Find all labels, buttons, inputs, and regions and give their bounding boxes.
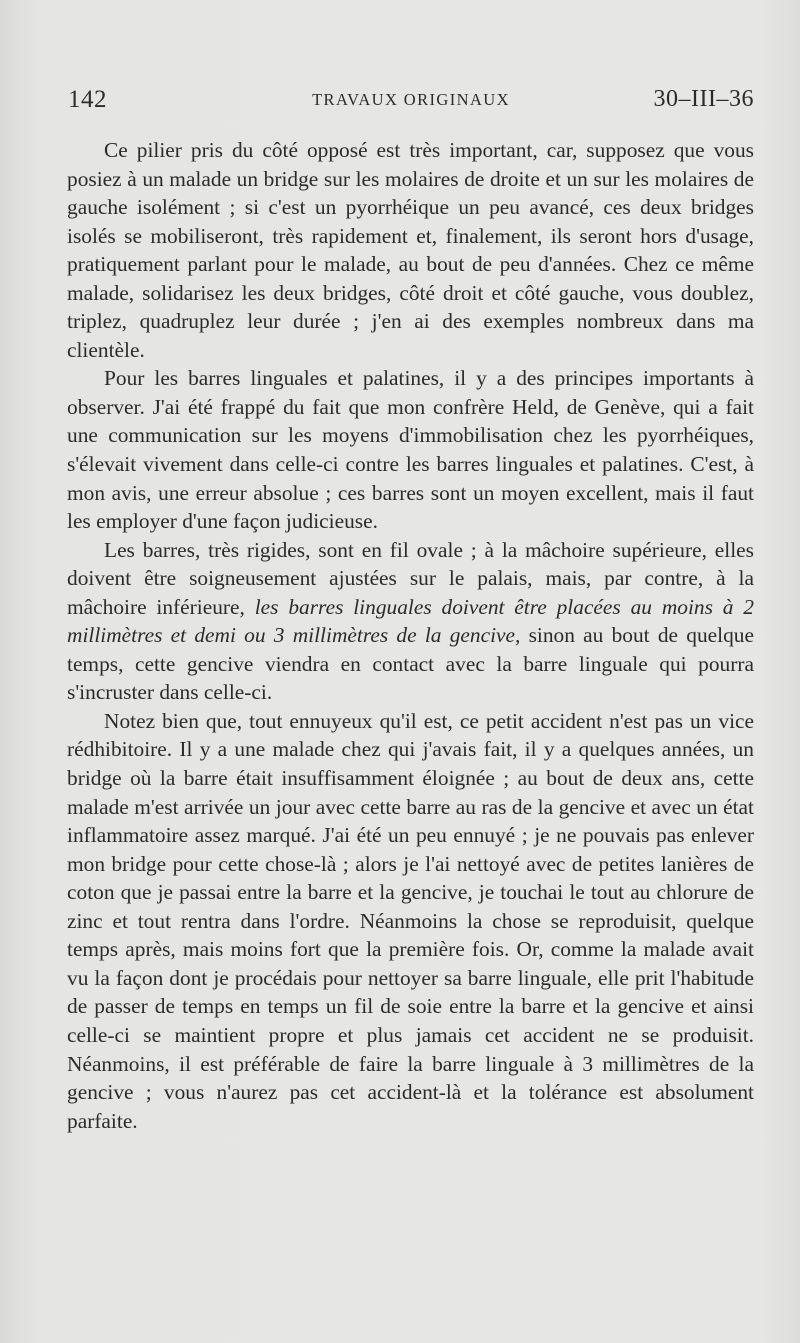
page-number: 142 [68, 86, 107, 113]
issue-reference: 30–III–36 [653, 86, 754, 112]
paragraph-accident: Notez bien que, tout ennuyeux qu'il est, ce petit accident n'est pas un vice rédhibitoire. Il y a une malade chez qui j'avais fait, il y a quelques années, un bridge où la barre était insuffisamment éloignée ; au bout de deux ans, cette malade m'est arrivée un jour avec cette barre au ras de la gencive et avec un état inflammatoire assez marqué. J'ai été un peu ennuyé ; je ne pouvais pas enlever mon bridge pour cette chose-là ; alors je l'ai nettoyé avec de petites lanières de coton que je passai entre la barre et la gencive, je touchai le tout au chlorure de zinc et tout rentra dans l'ordre. Néanmoins la chose se reproduisit, quelque temps après, mais moins fort que la première fois. Or, comme la malade avait vu la façon dont je procédais pour nettoyer sa barre linguale, elle prit l'habitude de passer de temps en temps un fil de soie entre la barre et la gencive et ainsi celle-ci se maintient propre et plus jamais cet accident ne se produisit. Néanmoins, il est préférable de faire la barre linguale à 3 millimètres de la gencive ; vous n'aurez pas cet accident-là et la tolérance est absolument parfaite. [67, 708, 754, 1133]
body-text [67, 136, 754, 1135]
running-title: TRAVAUX ORIGINAUX [312, 90, 510, 109]
running-header [68, 86, 754, 118]
paragraph-barres-linguales: Pour les barres linguales et palatines, il y a des principes importants à observer. J'ai été frappé du fait que mon confrère Held, de Genève, qui a fait une communication sur les moyens d'immobilisation chez les pyorrhéiques, s'élevait vivement dans celle-ci contre les barres linguales et palatines. C'est, à mon avis, une erreur absolue ; ces barres sont un moyen excellent, mais il faut les employer d'une façon judicieuse. [67, 366, 754, 534]
paragraph-fil-ovale-start: Les barres, très rigides, sont en fil ovale ; à la mâchoire supérieure, elles doivent être soigneusement ajustées sur le palais, mais, par contre, à la mâchoire inférieure, [67, 537, 754, 619]
paragraph-fil-ovale-end: sinon au bout de quelque temps, cette gencive viendra en contact avec la barre linguale qui pourra s'incruster dans celle-ci. [67, 623, 754, 705]
paragraph-pilier: Ce pilier pris du côté opposé est très important, car, supposez que vous posiez à un malade un bridge sur les molaires de droite et un sur les molaires de gauche isolément ; si c'est un pyorrhéique un peu avancé, ces deux bridges isolés se mobiliseront, très rapidement et, finalement, ils seront hors d'usage, pratiquement parlant pour le malade, au bout de peu d'années. Chez ce même malade, solidarisez les deux bridges, côté droit et côté gauche, vous doublez, triplez, quadruplez leur durée ; j'en ai des exemples nombreux dans ma clientèle. [67, 138, 754, 362]
italic-emphasis: les barres linguales doivent être placées au moins à 2 millimètres et demi ou 3 millimètres de la gencive, [67, 594, 754, 648]
paragraph-fil-ovale [67, 536, 754, 707]
